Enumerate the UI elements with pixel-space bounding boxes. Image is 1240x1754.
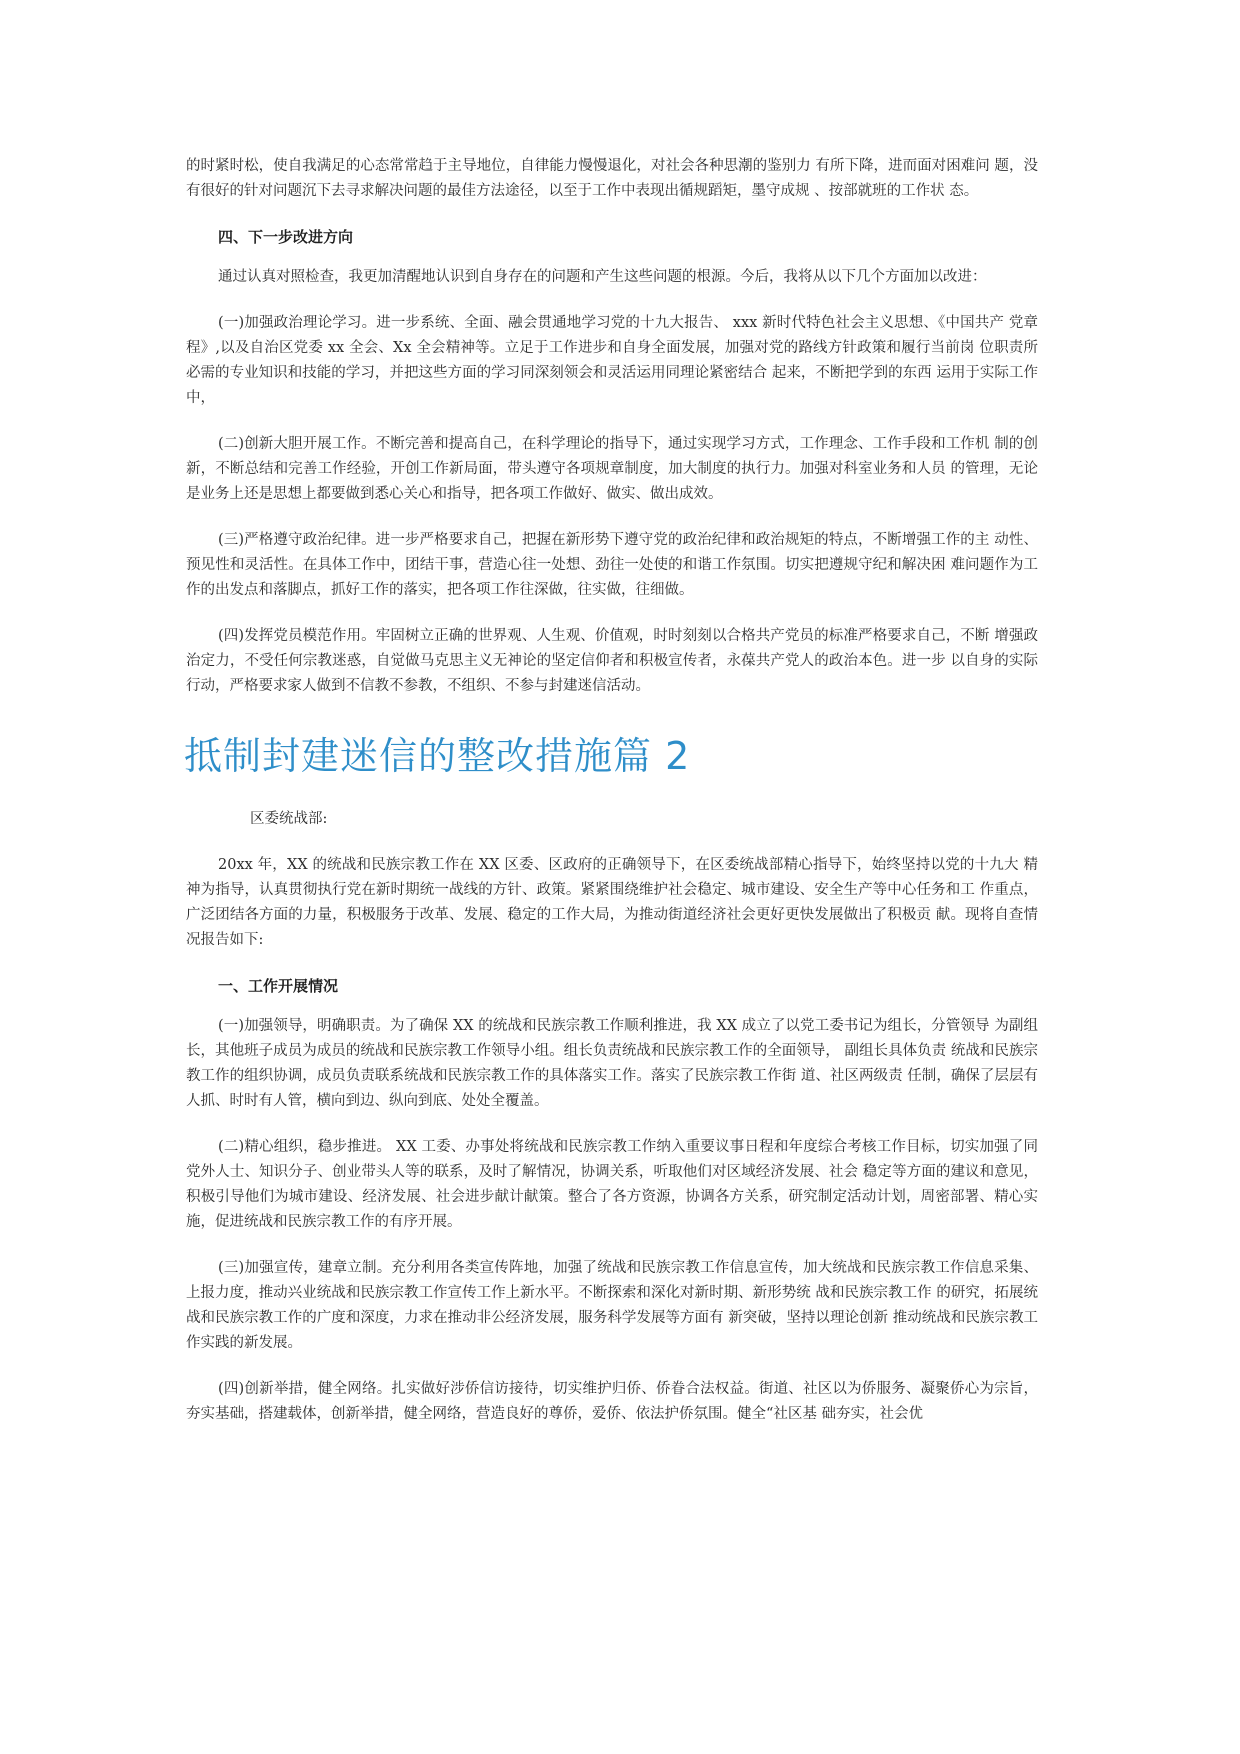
section-heading-work-status: 一、工作开展情况 — [218, 977, 339, 995]
report-intro-paragraph: 20xx 年，XX 的统战和民族宗教工作在 XX 区委、区政府的正确领导下，在区委统战部精心指导下，始终坚持以党的十九大 精神为指导，认真贯彻执行党在新时期统一战线的方针、政策。紧紧围绕维护社会稳定、城市建设、安全生产等中心任务和工 作重点，广泛团结各方面的力量，积极服务于改革、发展、稳定的工作大局，为推动街道经济社会更好更快发展做出了积极贡 献。现将自查情况报告如下: — [186, 857, 1038, 948]
improvement-item-3: (三)严格遵守政治纪律。进一步严格要求自己，把握在新形势下遵守党的政治纪律和政治规矩的特点，不断增强工作的主 动性、预见性和灵活性。在具体工作中，团结干事，营造心往一处想、劲往一处使的和谐工作氛围。切实把遵规守纪和解决困 难问题作为工作的出发点和落脚点，抓好工作的落实，把各项工作往深做，往实做，往细做。 — [186, 532, 1038, 598]
document-body — [186, 154, 1038, 1448]
work-item-2: (二)精心组织，稳步推进。 XX 工委、办事处将统战和民族宗教工作纳入重要议事日程和年度综合考核工作目标，切实加强了同党外人士、知识分子、创业带头人等的联系，及时了解情况，协调关系，听取他们对区域经济发展、社会 稳定等方面的建议和意见，积极引导他们为城市建设、经济发展、社会进步献计献策。整合了各方资源，协调各方关系，研究制定活动计划，周密部署、精心实施，促进统战和民族宗教工作的有序开展。 — [186, 1139, 1038, 1230]
work-item-1: (一)加强领导，明确职责。为了确保 XX 的统战和民族宗教工作顺利推进，我 XX 成立了以党工委书记为组长，分管领导 为副组长，其他班子成员为成员的统战和民族宗教工作领导小组。组长负责统战和民族宗教工作的全面领导， 副组长具体负责 统战和民族宗教工作的组织协调，成员负责联系统战和民族宗教工作的具体落实工作。落实了民族宗教工作街 道、社区两级责 任制，确保了层层有人抓、时时有人管，横向到边、纵向到底、处处全覆盖。 — [186, 1018, 1038, 1109]
article-title: 抵制封建迷信的整改措施篇 2 — [184, 734, 691, 778]
improvement-item-4: (四)发挥党员模范作用。牢固树立正确的世界观、人生观、价值观，时时刻刻以合格共产党员的标准严格要求自己，不断 增强政治定力，不受任何宗教迷惑，自觉做马克思主义无神论的坚定信仰者和积极宣传者，永葆共产党人的政治本色。进一步 以自身的实际行动，严格要求家人做到不信教不参教，不组织、不参与封建迷信活动。 — [186, 628, 1038, 694]
salutation: 区委统战部: — [250, 811, 328, 827]
work-item-4: (四)创新举措，健全网络。扎实做好涉侨信访接待，切实维护归侨、侨眷合法权益。街道、社区以为侨服务、凝聚侨心为宗旨，夯实基础，搭建载体，创新举措，健全网络，营造良好的尊侨，爱侨、依法护侨氛围。健全“社区基 础夯实，社会优 — [186, 1381, 1038, 1422]
section-heading-next-steps: 四、下一步改进方向 — [218, 228, 354, 246]
improvement-item-2: (二)创新大胆开展工作。不断完善和提高自己，在科学理论的指导下，通过实现学习方式，工作理念、工作手段和工作机 制的创新，不断总结和完善工作经验，开创工作新局面，带头遵守各项规章制度，加大制度的执行力。加强对科室业务和人员 的管理，无论是业务上还是思想上都要做到悉心关心和指导，把各项工作做好、做实、做出成效。 — [186, 436, 1038, 502]
section-intro-paragraph: 通过认真对照检查，我更加清醒地认识到自身存在的问题和产生这些问题的根源。今后，我将从以下几个方面加以改进： — [218, 269, 987, 285]
improvement-item-1: (一)加强政治理论学习。进一步系统、全面、融会贯通地学习党的十九大报告、 xxx 新时代特色社会主义思想、《中国共产 党章程》,以及自治区党委 xx 全会、Xx 全会精神等。立足于工作进步和自身全面发展，加强对党的路线方针政策和履行当前岗 位职责所必需的专业知识和技能的学习，并把这些方面的学习同深刻领会和灵活运用同理论紧密结合 起来，不断把学到的东西 运用于实际工作中， — [186, 315, 1038, 406]
continuation-paragraph: 的时紧时松，使自我满足的心态常常趋于主导地位，自律能力慢慢退化，对社会各种思潮的鉴别力 有所下降，进而面对困难问 题，没有很好的针对问题沉下去寻求解决问题的最佳方法途径，以至于工作中表现出循规蹈矩，墨守成规 、按部就班的工作状 态。 — [186, 158, 1038, 199]
work-item-3: (三)加强宣传，建章立制。充分利用各类宣传阵地，加强了统战和民族宗教工作信息宣传，加大统战和民族宗教工作信息采集、上报力度，推动兴业统战和民族宗教工作宣传工作上新水平。不断探索和深化对新时期、新形势统 战和民族宗教工作 的研究，拓展统战和民族宗教工作的广度和深度，力求在推动非公经济发展，服务科学发展等方面有 新突破，坚持以理论创新 推动统战和民族宗教工作实践的新发展。 — [186, 1260, 1038, 1351]
